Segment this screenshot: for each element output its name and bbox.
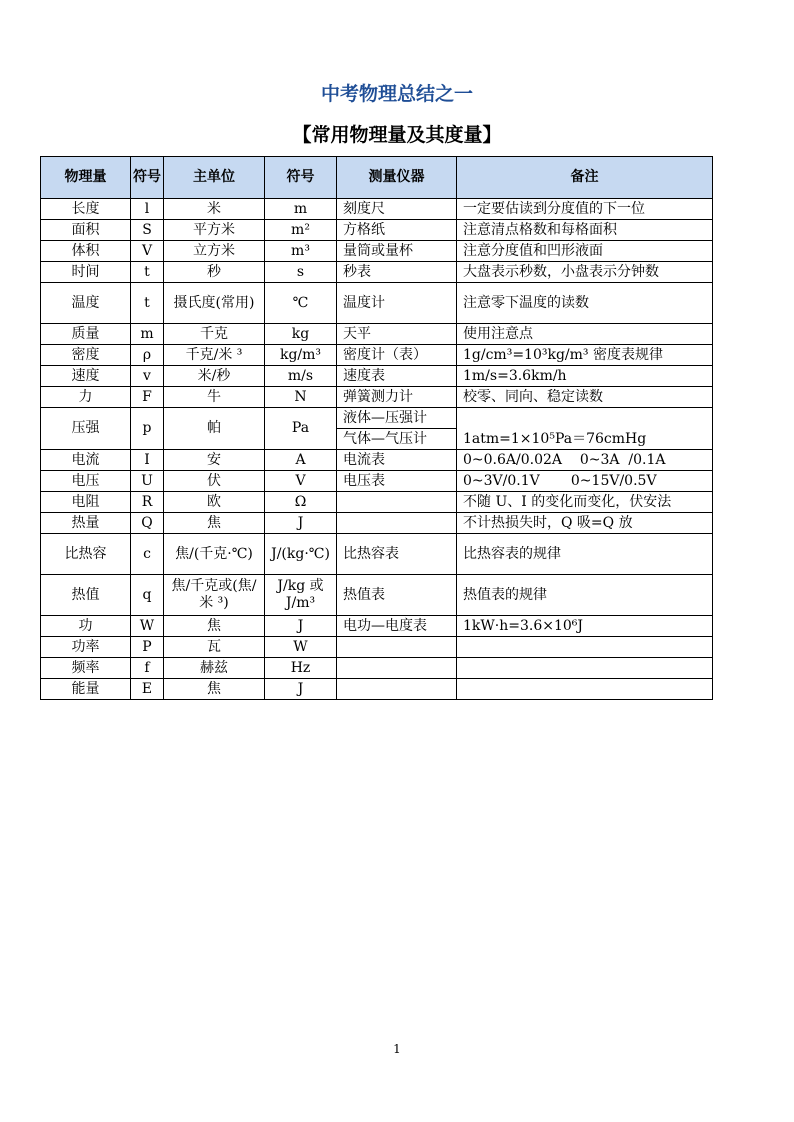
- symbol-cell: S: [131, 220, 164, 241]
- notes-cell: 1m/s=3.6km/h: [457, 366, 713, 387]
- notes-cell: 比热容表的规律: [457, 534, 713, 575]
- symbol-cell: Q: [131, 513, 164, 534]
- instrument-cell: 刻度尺: [337, 199, 457, 220]
- instrument-cell: 天平: [337, 324, 457, 345]
- symbol-cell: c: [131, 534, 164, 575]
- unit-cell: 焦/(千克·℃): [164, 534, 265, 575]
- symbol-cell: f: [131, 658, 164, 679]
- quantity-cell: 压强: [41, 408, 131, 450]
- quantity-cell: 长度: [41, 199, 131, 220]
- unit-cell: 瓦: [164, 637, 265, 658]
- unit-symbol-cell: s: [265, 262, 337, 283]
- symbol-cell: P: [131, 637, 164, 658]
- instrument-cell: [337, 513, 457, 534]
- table-row: [41, 324, 713, 345]
- table-row: [41, 220, 713, 241]
- notes-cell: 注意零下温度的读数: [457, 283, 713, 324]
- notes-cell: 一定要估读到分度值的下一位: [457, 199, 713, 220]
- unit-symbol-cell: W: [265, 637, 337, 658]
- instrument-cell: [337, 679, 457, 700]
- quantity-cell: 热值: [41, 575, 131, 616]
- unit-symbol-cell: N: [265, 387, 337, 408]
- unit-symbol-cell: J/(kg·℃): [265, 534, 337, 575]
- notes-cell: 1kW·h=3.6×10⁶J: [457, 616, 713, 637]
- unit-cell: 秒: [164, 262, 265, 283]
- header-unit-symbol: 符号: [265, 157, 337, 199]
- symbol-cell: p: [131, 408, 164, 450]
- symbol-cell: q: [131, 575, 164, 616]
- symbol-cell: W: [131, 616, 164, 637]
- unit-cell: 焦: [164, 679, 265, 700]
- symbol-cell: ρ: [131, 345, 164, 366]
- table-row: [41, 262, 713, 283]
- unit-cell: 千克: [164, 324, 265, 345]
- quantity-cell: 电压: [41, 471, 131, 492]
- unit-symbol-cell: J: [265, 616, 337, 637]
- table-row: [41, 575, 713, 616]
- symbol-cell: I: [131, 450, 164, 471]
- symbol-cell: m: [131, 324, 164, 345]
- symbol-cell: F: [131, 387, 164, 408]
- instrument-cell: 秒表: [337, 262, 457, 283]
- unit-symbol-cell: Ω: [265, 492, 337, 513]
- instrument-cell: 密度计（表）: [337, 345, 457, 366]
- quantity-cell: 速度: [41, 366, 131, 387]
- unit-cell: 焦: [164, 513, 265, 534]
- symbol-cell: R: [131, 492, 164, 513]
- unit-symbol-cell: J/kg 或 J/m³: [265, 575, 337, 616]
- instrument-cell: 热值表: [337, 575, 457, 616]
- notes-cell: [457, 637, 713, 658]
- header-symbol: 符号: [131, 157, 164, 199]
- table-row: [41, 534, 713, 575]
- quantity-cell: 电流: [41, 450, 131, 471]
- instrument-cell: 弹簧测力计: [337, 387, 457, 408]
- unit-symbol-cell: J: [265, 513, 337, 534]
- unit-symbol-cell: m³: [265, 241, 337, 262]
- table-row: [41, 637, 713, 658]
- notes-cell: 0~0.6A/0.02A 0~3A /0.1A: [457, 450, 713, 471]
- notes-cell: 热值表的规律: [457, 575, 713, 616]
- unit-symbol-cell: m²: [265, 220, 337, 241]
- unit-symbol-cell: Hz: [265, 658, 337, 679]
- table-row: [41, 366, 713, 387]
- quantity-cell: 能量: [41, 679, 131, 700]
- header-instrument: 测量仪器: [337, 157, 457, 199]
- quantity-cell: 质量: [41, 324, 131, 345]
- instrument-cell: 方格纸: [337, 220, 457, 241]
- symbol-cell: t: [131, 283, 164, 324]
- table-row: [41, 471, 713, 492]
- unit-symbol-cell: ℃: [265, 283, 337, 324]
- instrument-cell: 比热容表: [337, 534, 457, 575]
- quantity-cell: 电阻: [41, 492, 131, 513]
- notes-cell: 1atm=1×10⁵Pa＝76cmHg: [457, 408, 713, 450]
- quantity-cell: 功率: [41, 637, 131, 658]
- header-quantity: 物理量: [41, 157, 131, 199]
- table-row: [41, 241, 713, 262]
- unit-cell: 千克/米 ³: [164, 345, 265, 366]
- symbol-cell: v: [131, 366, 164, 387]
- unit-cell: 立方米: [164, 241, 265, 262]
- notes-cell: 0~3V/0.1V 0~15V/0.5V: [457, 471, 713, 492]
- instrument-cell: 速度表: [337, 366, 457, 387]
- instrument-cell: 电流表: [337, 450, 457, 471]
- notes-cell: 不计热损失时，Q 吸=Q 放: [457, 513, 713, 534]
- table-row: [41, 450, 713, 471]
- table-row: [41, 492, 713, 513]
- page-number: 1: [393, 1042, 401, 1056]
- instrument-cell: [337, 637, 457, 658]
- unit-cell: 欧: [164, 492, 265, 513]
- header-notes: 备注: [457, 157, 713, 199]
- table-row: [41, 408, 713, 429]
- instrument-cell: [337, 658, 457, 679]
- notes-cell: 1g/cm³=10³kg/m³ 密度表规律: [457, 345, 713, 366]
- table-row: [41, 345, 713, 366]
- instrument-cell: 温度计: [337, 283, 457, 324]
- instrument-cell: 量筒或量杯: [337, 241, 457, 262]
- document-title: 中考物理总结之一: [320, 83, 473, 105]
- table-row: [41, 616, 713, 637]
- physical-quantities-table: [40, 156, 713, 700]
- unit-cell: 摄氏度(常用): [164, 283, 265, 324]
- table-header-row: [41, 157, 713, 199]
- table-row: [41, 679, 713, 700]
- unit-cell: 焦: [164, 616, 265, 637]
- notes-cell: 使用注意点: [457, 324, 713, 345]
- notes-cell: 大盘表示秒数，小盘表示分钟数: [457, 262, 713, 283]
- quantity-cell: 力: [41, 387, 131, 408]
- table-row: [41, 513, 713, 534]
- table-row: [41, 658, 713, 679]
- unit-symbol-cell: J: [265, 679, 337, 700]
- instrument-cell: 电功—电度表: [337, 616, 457, 637]
- unit-cell: 帕: [164, 408, 265, 450]
- quantity-cell: 温度: [41, 283, 131, 324]
- table-row: [41, 199, 713, 220]
- notes-cell: 注意分度值和凹形液面: [457, 241, 713, 262]
- header-unit: 主单位: [164, 157, 265, 199]
- notes-cell: 不随 U、I 的变化而变化，伏安法: [457, 492, 713, 513]
- unit-symbol-cell: kg/m³: [265, 345, 337, 366]
- symbol-cell: V: [131, 241, 164, 262]
- unit-symbol-cell: m/s: [265, 366, 337, 387]
- quantity-cell: 体积: [41, 241, 131, 262]
- unit-cell: 赫兹: [164, 658, 265, 679]
- table-row: [41, 387, 713, 408]
- notes-cell: [457, 658, 713, 679]
- instrument-cell: 液体—压强计: [337, 408, 457, 429]
- unit-symbol-cell: Pa: [265, 408, 337, 450]
- document-subtitle: 【常用物理量及其度量】: [292, 124, 502, 146]
- quantity-cell: 功: [41, 616, 131, 637]
- notes-cell: [457, 679, 713, 700]
- unit-cell: 牛: [164, 387, 265, 408]
- quantity-cell: 密度: [41, 345, 131, 366]
- table-row: [41, 283, 713, 324]
- unit-cell: 米/秒: [164, 366, 265, 387]
- symbol-cell: U: [131, 471, 164, 492]
- quantity-cell: 频率: [41, 658, 131, 679]
- quantity-cell: 比热容: [41, 534, 131, 575]
- notes-cell: 注意清点格数和每格面积: [457, 220, 713, 241]
- quantity-cell: 热量: [41, 513, 131, 534]
- unit-cell: 伏: [164, 471, 265, 492]
- quantity-cell: 面积: [41, 220, 131, 241]
- unit-symbol-cell: kg: [265, 324, 337, 345]
- symbol-cell: l: [131, 199, 164, 220]
- unit-symbol-cell: m: [265, 199, 337, 220]
- unit-symbol-cell: A: [265, 450, 337, 471]
- unit-cell: 安: [164, 450, 265, 471]
- symbol-cell: t: [131, 262, 164, 283]
- unit-cell: 平方米: [164, 220, 265, 241]
- unit-symbol-cell: V: [265, 471, 337, 492]
- instrument-cell: [337, 492, 457, 513]
- notes-cell: 校零、同向、稳定读数: [457, 387, 713, 408]
- symbol-cell: E: [131, 679, 164, 700]
- instrument-cell: 气体—气压计: [337, 429, 457, 450]
- unit-cell: 焦/千克或(焦/米 ³): [164, 575, 265, 616]
- quantity-cell: 时间: [41, 262, 131, 283]
- instrument-cell: 电压表: [337, 471, 457, 492]
- unit-cell: 米: [164, 199, 265, 220]
